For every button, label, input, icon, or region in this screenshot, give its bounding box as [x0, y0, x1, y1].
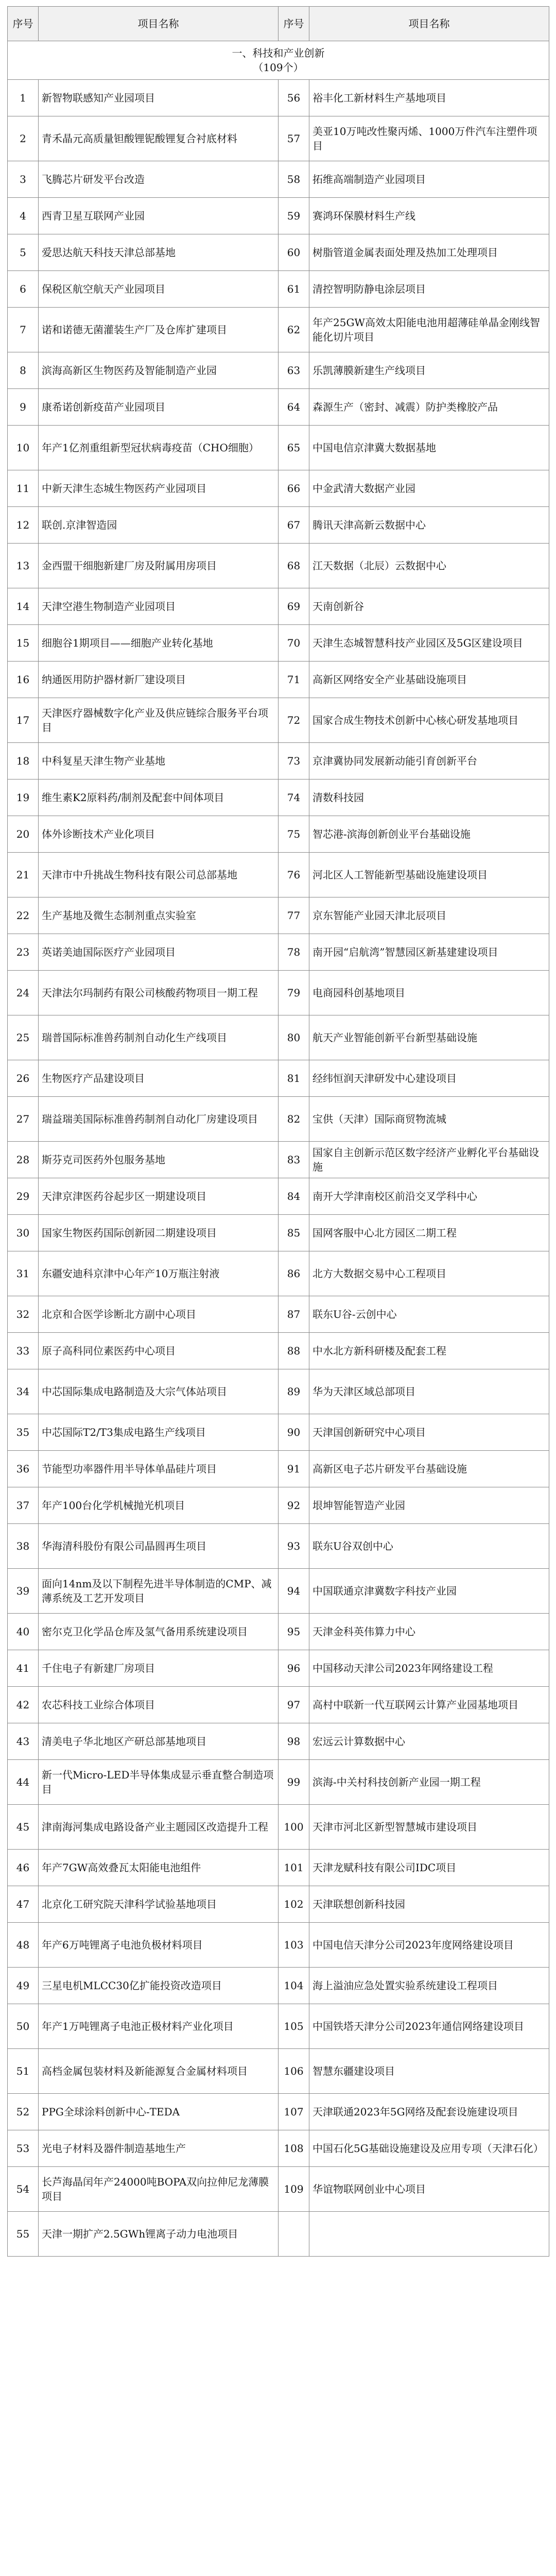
project-name-left: 生产基地及微生态制剂重点实验室	[39, 897, 279, 934]
row-number-left: 6	[8, 271, 39, 308]
table-row	[8, 2130, 549, 2167]
project-name-right: 南开园“启航湾”智慧园区新基建建设项目	[309, 934, 549, 971]
table-row	[8, 80, 549, 116]
row-number-left: 49	[8, 1968, 39, 2004]
row-number-left: 30	[8, 1215, 39, 1251]
row-number-left: 32	[8, 1296, 39, 1333]
project-name-right: 垠坤智能智造产业园	[309, 1487, 549, 1524]
project-name-left: 三星电机MLCC30亿扩能投资改造项目	[39, 1968, 279, 2004]
project-name-left: 英诺美迪国际医疗产业园项目	[39, 934, 279, 971]
row-number-left: 47	[8, 1886, 39, 1923]
row-number-right: 93	[279, 1524, 309, 1569]
project-name-left: 年产1万吨锂离子电池正极材料产业化项目	[39, 2004, 279, 2049]
row-number-right: 105	[279, 2004, 309, 2049]
project-name-right: 拓维高端制造产业园项目	[309, 161, 549, 198]
table-row	[8, 1178, 549, 1215]
table-row	[8, 389, 549, 426]
project-name-right: 裕丰化工新材料生产基地项目	[309, 80, 549, 116]
table-row	[8, 2094, 549, 2130]
project-name-left: 维生素K2原料药/制剂及配套中间体项目	[39, 779, 279, 816]
row-number-left: 17	[8, 698, 39, 743]
table-row	[8, 161, 549, 198]
row-number-right: 96	[279, 1650, 309, 1687]
project-name-left: 纳通医用防护器材新厂建设项目	[39, 662, 279, 698]
row-number-right: 69	[279, 588, 309, 625]
row-number-left: 23	[8, 934, 39, 971]
row-number-left: 46	[8, 1850, 39, 1886]
project-name-right: 高新区电子芯片研发平台基础设施	[309, 1451, 549, 1487]
table-row	[8, 116, 549, 161]
row-number-left: 5	[8, 234, 39, 271]
table-row	[8, 588, 549, 625]
table-row	[8, 2167, 549, 2212]
row-number-right: 85	[279, 1215, 309, 1251]
project-name-left: 津南海河集成电路设备产业主题园区改造提升工程	[39, 1805, 279, 1850]
project-name-right	[309, 2212, 549, 2257]
table-row	[8, 1451, 549, 1487]
row-number-right: 65	[279, 426, 309, 470]
row-number-left: 50	[8, 2004, 39, 2049]
table-row	[8, 779, 549, 816]
table-row	[8, 1805, 549, 1850]
row-number-right: 67	[279, 507, 309, 544]
table-row	[8, 1850, 549, 1886]
project-name-right: 联东U谷-云创中心	[309, 1296, 549, 1333]
table-row	[8, 1414, 549, 1451]
table-row	[8, 544, 549, 588]
table-row	[8, 1142, 549, 1178]
row-number-right: 72	[279, 698, 309, 743]
table-row	[8, 507, 549, 544]
project-name-left: 中芯国际T2/T3集成电路生产线项目	[39, 1414, 279, 1451]
project-name-left: 年产100台化学机械抛光机项目	[39, 1487, 279, 1524]
table-row	[8, 1614, 549, 1650]
project-name-right: 京东智能产业园天津北辰项目	[309, 897, 549, 934]
project-name-right: 美亚10万吨改性聚丙烯、1000万件汽车注塑件项目	[309, 116, 549, 161]
header-no-2: 序号	[279, 7, 309, 41]
row-number-right: 68	[279, 544, 309, 588]
project-name-left: 飞腾芯片研发平台改造	[39, 161, 279, 198]
row-number-right: 99	[279, 1760, 309, 1805]
row-number-right: 79	[279, 971, 309, 1015]
project-name-right: 赛鸿环保膜材料生产线	[309, 198, 549, 234]
table-row	[8, 1296, 549, 1333]
project-name-left: 高档金属包装材料及新能源复合金属材料项目	[39, 2049, 279, 2094]
project-name-left: 中新天津生态城生物医药产业园项目	[39, 470, 279, 507]
table-row	[8, 1215, 549, 1251]
project-name-right: 中国电信京津冀大数据基地	[309, 426, 549, 470]
row-number-right: 75	[279, 816, 309, 853]
project-name-right: 中国石化5G基础设施建设及应用专项（天津石化）	[309, 2130, 549, 2167]
row-number-right: 91	[279, 1451, 309, 1487]
row-number-left: 28	[8, 1142, 39, 1178]
project-name-right: 经纬恒润天津研发中心建设项目	[309, 1060, 549, 1097]
row-number-right: 77	[279, 897, 309, 934]
row-number-left: 38	[8, 1524, 39, 1569]
project-name-right: 天津金科英伟算力中心	[309, 1614, 549, 1650]
project-name-left: 生物医疗产品建设项目	[39, 1060, 279, 1097]
row-number-left: 55	[8, 2212, 39, 2257]
table-row	[8, 1369, 549, 1414]
project-name-right: 天津国创新研究中心项目	[309, 1414, 549, 1451]
row-number-right: 90	[279, 1414, 309, 1451]
project-name-left: 瑞普国际标准兽药制剂自动化生产线项目	[39, 1015, 279, 1060]
section-row	[8, 41, 549, 80]
row-number-left: 9	[8, 389, 39, 426]
project-name-right: 电商园科创基地项目	[309, 971, 549, 1015]
header-name: 项目名称	[39, 7, 279, 41]
row-number-left: 31	[8, 1251, 39, 1296]
header-no: 序号	[8, 7, 39, 41]
row-number-right: 57	[279, 116, 309, 161]
row-number-left: 1	[8, 80, 39, 116]
project-name-left: 北京化工研究院天津科学试验基地项目	[39, 1886, 279, 1923]
project-name-left: 保税区航空航天产业园项目	[39, 271, 279, 308]
project-name-right: 清控智明防静电涂层项目	[309, 271, 549, 308]
project-name-right: 清数科技园	[309, 779, 549, 816]
row-number-right: 56	[279, 80, 309, 116]
table-row	[8, 308, 549, 352]
row-number-left: 29	[8, 1178, 39, 1215]
table-row	[8, 234, 549, 271]
row-number-left: 11	[8, 470, 39, 507]
project-name-left: 千住电子有新建厂房项目	[39, 1650, 279, 1687]
project-name-right: 江天数据（北辰）云数据中心	[309, 544, 549, 588]
section-count: （109个）	[253, 61, 304, 74]
project-name-left: 天津医疗器械数字化产业及供应链综合服务平台项目	[39, 698, 279, 743]
project-name-left: 东疆安迪科京津中心年产10万瓶注射液	[39, 1251, 279, 1296]
row-number-left: 51	[8, 2049, 39, 2094]
project-name-right: 联东U谷双创中心	[309, 1524, 549, 1569]
project-name-right: 国家合成生物技术创新中心核心研发基地项目	[309, 698, 549, 743]
row-number-right: 84	[279, 1178, 309, 1215]
table-row	[8, 2212, 549, 2257]
project-name-left: 细胞谷1期项目——细胞产业转化基地	[39, 625, 279, 662]
row-number-right: 62	[279, 308, 309, 352]
table-header-row	[8, 7, 549, 41]
table-row	[8, 1251, 549, 1296]
project-name-right: 中国联通京津冀数字科技产业园	[309, 1569, 549, 1614]
table-row	[8, 1333, 549, 1369]
project-name-left: 原子高科同位素医药中心项目	[39, 1333, 279, 1369]
project-name-left: 北京和合医学诊断北方副中心项目	[39, 1296, 279, 1333]
row-number-right: 81	[279, 1060, 309, 1097]
row-number-left: 15	[8, 625, 39, 662]
project-name-right: 南开大学津南校区前沿交叉学科中心	[309, 1178, 549, 1215]
project-name-left: 清美电子华北地区产研总部基地项目	[39, 1723, 279, 1760]
project-name-left: 年产6万吨锂离子电池负极材料项目	[39, 1923, 279, 1968]
project-name-left: 天津市中升挑战生物科技有限公司总部基地	[39, 853, 279, 897]
row-number-right: 104	[279, 1968, 309, 2004]
project-name-left: 天津法尔玛制药有限公司核酸药物项目一期工程	[39, 971, 279, 1015]
row-number-left: 13	[8, 544, 39, 588]
row-number-right: 95	[279, 1614, 309, 1650]
project-name-left: 年产7GW高效叠瓦太阳能电池组件	[39, 1850, 279, 1886]
project-name-left: 滨海高新区生物医药及智能制造产业园	[39, 352, 279, 389]
section-title-cell	[8, 41, 549, 80]
table-row	[8, 1923, 549, 1968]
project-name-right: 华谊物联网创业中心项目	[309, 2167, 549, 2212]
row-number-left: 7	[8, 308, 39, 352]
row-number-left: 54	[8, 2167, 39, 2212]
table-row	[8, 1886, 549, 1923]
project-name-right: 高村中联新一代互联网云计算产业园基地项目	[309, 1687, 549, 1723]
row-number-right: 98	[279, 1723, 309, 1760]
row-number-left: 52	[8, 2094, 39, 2130]
row-number-right: 60	[279, 234, 309, 271]
project-name-right: 国家自主创新示范区数字经济产业孵化平台基础设施	[309, 1142, 549, 1178]
project-name-right: 中金武清大数据产业园	[309, 470, 549, 507]
project-name-right: 海上溢油应急处置实验系统建设工程项目	[309, 1968, 549, 2004]
row-number-right: 89	[279, 1369, 309, 1414]
project-name-right: 树脂管道金属表面处理及热加工处理项目	[309, 234, 549, 271]
project-name-right: 天津联通2023年5G网络及配套设施建设项目	[309, 2094, 549, 2130]
project-name-left: 节能型功率器件用半导体单晶硅片项目	[39, 1451, 279, 1487]
row-number-left: 19	[8, 779, 39, 816]
project-name-right: 智慧东疆建设项目	[309, 2049, 549, 2094]
row-number-left: 35	[8, 1414, 39, 1451]
row-number-left: 36	[8, 1451, 39, 1487]
row-number-right: 103	[279, 1923, 309, 1968]
project-name-left: 天津一期扩产2.5GWh锂离子动力电池项目	[39, 2212, 279, 2257]
project-name-right: 腾讯天津高新云数据中心	[309, 507, 549, 544]
project-name-left: 青禾晶元高质量钽酸锂铌酸锂复合衬底材料	[39, 116, 279, 161]
row-number-left: 53	[8, 2130, 39, 2167]
project-name-left: 年产1亿剂重组新型冠状病毒疫苗（CHO细胞）	[39, 426, 279, 470]
project-name-right: 滨海-中关村科技创新产业园一期工程	[309, 1760, 549, 1805]
row-number-right: 86	[279, 1251, 309, 1296]
project-name-right: 宝供（天津）国际商贸物流城	[309, 1097, 549, 1142]
project-name-right: 年产25GW高效太阳能电池用超薄硅单晶金刚线智能化切片项目	[309, 308, 549, 352]
row-number-right: 58	[279, 161, 309, 198]
row-number-left: 24	[8, 971, 39, 1015]
row-number-left: 10	[8, 426, 39, 470]
table-row	[8, 662, 549, 698]
table-row	[8, 1569, 549, 1614]
project-name-right: 中国铁塔天津分公司2023年通信网络建设项目	[309, 2004, 549, 2049]
row-number-right: 74	[279, 779, 309, 816]
project-name-left: 长芦海晶闰年产24000吨BOPA双向拉伸尼龙薄膜项目	[39, 2167, 279, 2212]
project-name-left: 爱思达航天科技天津总部基地	[39, 234, 279, 271]
table-row	[8, 1968, 549, 2004]
project-name-left: 密尔克卫化学品仓库及氢气备用系统建设项目	[39, 1614, 279, 1650]
table-row	[8, 971, 549, 1015]
table-row	[8, 1760, 549, 1805]
row-number-left: 39	[8, 1569, 39, 1614]
project-name-right: 智芯港-滨海创新创业平台基础设施	[309, 816, 549, 853]
project-name-left: 农芯科技工业综合体项目	[39, 1687, 279, 1723]
project-name-left: 华海清科股份有限公司晶圆再生项目	[39, 1524, 279, 1569]
project-name-right: 河北区人工智能新型基础设施建设项目	[309, 853, 549, 897]
project-name-right: 乐凯薄膜新建生产线项目	[309, 352, 549, 389]
project-name-right: 航天产业智能创新平台新型基础设施	[309, 1015, 549, 1060]
row-number-left: 12	[8, 507, 39, 544]
project-list-table	[7, 6, 549, 2257]
row-number-left: 42	[8, 1687, 39, 1723]
row-number-right: 82	[279, 1097, 309, 1142]
project-name-right: 国网客服中心北方园区二期工程	[309, 1215, 549, 1251]
row-number-right: 108	[279, 2130, 309, 2167]
row-number-left: 34	[8, 1369, 39, 1414]
project-name-left: 天津空港生物制造产业园项目	[39, 588, 279, 625]
row-number-right: 83	[279, 1142, 309, 1178]
row-number-right: 71	[279, 662, 309, 698]
project-name-left: 光电子材料及器件制造基地生产	[39, 2130, 279, 2167]
table-row	[8, 470, 549, 507]
row-number-right: 101	[279, 1850, 309, 1886]
row-number-right: 73	[279, 743, 309, 779]
row-number-right	[279, 2212, 309, 2257]
row-number-left: 37	[8, 1487, 39, 1524]
row-number-right: 76	[279, 853, 309, 897]
row-number-right: 66	[279, 470, 309, 507]
row-number-left: 25	[8, 1015, 39, 1060]
row-number-left: 8	[8, 352, 39, 389]
row-number-right: 87	[279, 1296, 309, 1333]
project-name-right: 天津联想创新科技园	[309, 1886, 549, 1923]
table-row	[8, 426, 549, 470]
row-number-left: 16	[8, 662, 39, 698]
project-name-right: 京津冀协同发展新动能引育创新平台	[309, 743, 549, 779]
row-number-right: 78	[279, 934, 309, 971]
row-number-right: 92	[279, 1487, 309, 1524]
table-row	[8, 743, 549, 779]
table-row	[8, 853, 549, 897]
row-number-right: 102	[279, 1886, 309, 1923]
project-name-left: 金西盟干细胞新建厂房及附属用房项目	[39, 544, 279, 588]
table-row	[8, 1097, 549, 1142]
project-name-right: 天津市河北区新型智慧城市建设项目	[309, 1805, 549, 1850]
table-row	[8, 1687, 549, 1723]
row-number-right: 109	[279, 2167, 309, 2212]
table-row	[8, 1650, 549, 1687]
project-name-left: 诺和诺德无菌灌装生产厂及仓库扩建项目	[39, 308, 279, 352]
project-name-left: 中芯国际集成电路制造及大宗气体站项目	[39, 1369, 279, 1414]
table-row	[8, 352, 549, 389]
section-title: 一、科技和产业创新	[232, 47, 325, 59]
project-name-right: 森源生产（密封、减震）防护类橡胶产品	[309, 389, 549, 426]
row-number-right: 63	[279, 352, 309, 389]
row-number-left: 18	[8, 743, 39, 779]
table-row	[8, 1487, 549, 1524]
row-number-right: 100	[279, 1805, 309, 1850]
row-number-left: 48	[8, 1923, 39, 1968]
row-number-left: 22	[8, 897, 39, 934]
project-name-left: 瑞益瑞美国际标准兽药制剂自动化厂房建设项目	[39, 1097, 279, 1142]
row-number-right: 106	[279, 2049, 309, 2094]
table-row	[8, 897, 549, 934]
table-row	[8, 2049, 549, 2094]
row-number-left: 14	[8, 588, 39, 625]
table-row	[8, 816, 549, 853]
project-name-right: 中水北方新科研楼及配套工程	[309, 1333, 549, 1369]
project-name-right: 中国电信天津分公司2023年度网络建设项目	[309, 1923, 549, 1968]
project-name-left: 面向14nm及以下制程先进半导体制造的CMP、减薄系统及工艺开发项目	[39, 1569, 279, 1614]
table-row	[8, 1723, 549, 1760]
project-name-right: 中国移动天津公司2023年网络建设工程	[309, 1650, 549, 1687]
project-name-left: 斯芬克司医药外包服务基地	[39, 1142, 279, 1178]
row-number-right: 97	[279, 1687, 309, 1723]
row-number-left: 21	[8, 853, 39, 897]
row-number-right: 88	[279, 1333, 309, 1369]
row-number-left: 43	[8, 1723, 39, 1760]
row-number-left: 4	[8, 198, 39, 234]
project-name-left: 康希诺创新疫苗产业园项目	[39, 389, 279, 426]
row-number-right: 59	[279, 198, 309, 234]
row-number-left: 3	[8, 161, 39, 198]
row-number-right: 61	[279, 271, 309, 308]
row-number-left: 45	[8, 1805, 39, 1850]
project-name-right: 华为天津区域总部项目	[309, 1369, 549, 1414]
row-number-right: 70	[279, 625, 309, 662]
row-number-left: 26	[8, 1060, 39, 1097]
header-name-2: 项目名称	[309, 7, 549, 41]
project-name-left: PPG全球涂料创新中心-TEDA	[39, 2094, 279, 2130]
project-name-left: 新一代Micro-LED半导体集成显示垂直整合制造项目	[39, 1760, 279, 1805]
project-name-right: 天津龙赋科技有限公司IDC项目	[309, 1850, 549, 1886]
project-name-left: 联创.京津智造园	[39, 507, 279, 544]
table-row	[8, 1524, 549, 1569]
project-name-left: 新智物联感知产业园项目	[39, 80, 279, 116]
table-row	[8, 1060, 549, 1097]
row-number-left: 44	[8, 1760, 39, 1805]
table-row	[8, 698, 549, 743]
project-name-right: 北方大数据交易中心工程项目	[309, 1251, 549, 1296]
row-number-left: 2	[8, 116, 39, 161]
project-name-left: 体外诊断技术产业化项目	[39, 816, 279, 853]
table-row	[8, 271, 549, 308]
project-name-left: 天津京津医药谷起步区一期建设项目	[39, 1178, 279, 1215]
project-name-right: 宏远云计算数据中心	[309, 1723, 549, 1760]
row-number-left: 20	[8, 816, 39, 853]
project-name-left: 中科复星天津生物产业基地	[39, 743, 279, 779]
table-row	[8, 1015, 549, 1060]
row-number-right: 64	[279, 389, 309, 426]
row-number-right: 107	[279, 2094, 309, 2130]
table-row	[8, 2004, 549, 2049]
project-name-right: 天南创新谷	[309, 588, 549, 625]
row-number-right: 94	[279, 1569, 309, 1614]
table-row	[8, 934, 549, 971]
row-number-left: 33	[8, 1333, 39, 1369]
row-number-left: 27	[8, 1097, 39, 1142]
row-number-left: 41	[8, 1650, 39, 1687]
table-row	[8, 625, 549, 662]
table-row	[8, 198, 549, 234]
project-name-left: 国家生物医药国际创新园二期建设项目	[39, 1215, 279, 1251]
row-number-right: 80	[279, 1015, 309, 1060]
row-number-left: 40	[8, 1614, 39, 1650]
project-name-left: 西青卫星互联网产业园	[39, 198, 279, 234]
project-name-right: 高新区网络安全产业基础设施项目	[309, 662, 549, 698]
project-name-right: 天津生态城智慧科技产业园区及5G区建设项目	[309, 625, 549, 662]
